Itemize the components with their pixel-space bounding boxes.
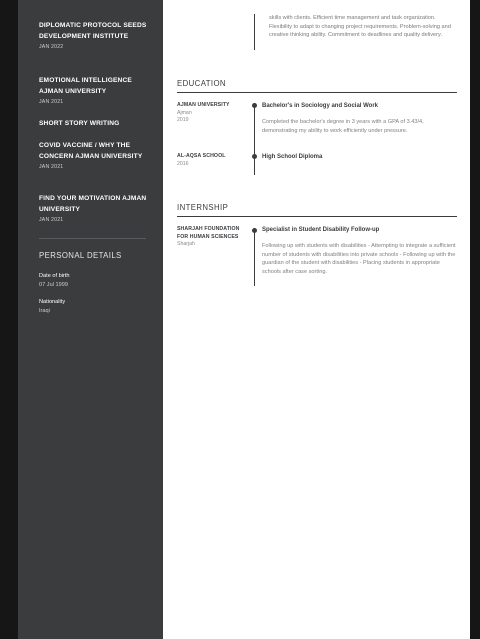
certification-item [39,193,155,223]
certification-title: FIND YOUR MOTIVATION AJMAN UNIVERSITY [39,195,147,213]
certification-date: JAN 2021 [39,217,64,223]
internship-rule [177,216,457,217]
role-description: Following up with students with disabilities - Attempting to integrate a sufficient number of students with disabilities into private schools - Following up with the guardian of the student with disabilities - Placing students in appropriate schools after case sorting. [262,243,456,275]
education-institution [177,153,249,168]
personal-detail-nationality [39,298,65,315]
resume-page [18,0,470,639]
personal-details-heading: PERSONAL DETAILS [39,251,122,260]
certification-title: DIPLOMATIC PROTOCOL SEEDS DEVELOPMENT INSTITUTE [39,22,147,40]
role-title: Specialist in Student Disability Follow-up [262,227,380,233]
certification-title: SHORT STORY WRITING [39,120,120,127]
education-degree [262,153,458,161]
institution-name: AL-AQSA SCHOOL [177,153,226,159]
certification-item [39,140,155,170]
certification-item [39,75,155,105]
internship-organization [177,226,249,249]
sidebar [18,0,163,639]
education-degree [262,102,458,135]
education-rule [177,92,457,93]
certification-title: EMOTIONAL INTELLIGENCE AJMAN UNIVERSITY [39,77,132,95]
timeline-line [254,14,255,50]
timeline-dot [252,103,257,108]
internship-heading: INTERNSHIP [177,203,229,212]
certification-item [39,20,155,50]
institution-name: AJMAN UNIVERSITY [177,102,230,108]
timeline-line [254,228,255,286]
timeline-line [254,103,255,175]
institution-year: 2019 [177,117,189,123]
detail-label: Date of birth [39,273,70,279]
organization-name: SHARJAH FOUNDATION FOR HUMAN SCIENCES [177,226,240,240]
sidebar-divider [39,238,146,239]
detail-value: Iraqi [39,308,50,314]
degree-title: High School Diploma [262,154,323,160]
degree-description: Completed the bachelor's degree in 3 years with a GPA of 3.43/4, demonstrating my ability to work efficiently under pressure. [262,119,424,134]
internship-role [262,226,458,276]
timeline-dot [252,154,257,159]
certification-title: COVID VACCINE / WHY THE CONCERN AJMAN UNIVERSITY [39,142,143,160]
certification-date: JAN 2021 [39,99,64,105]
personal-detail-dob [39,272,69,289]
degree-title: Bachelor's in Sociology and Social Work [262,103,379,109]
certification-date: JAN 2022 [39,44,64,50]
experience-description-fragment: skills with clients. Efficient time management and task organization. Flexibility to adapt to changing project requirements. Problem-solving and creative thinking ability. Commitment to deadlines and quality delivery. [269,15,451,38]
education-institution [177,102,249,125]
detail-label: Nationality [39,299,66,305]
institution-year: 2016 [177,160,189,167]
certification-item [39,118,155,129]
education-heading: EDUCATION [177,79,226,88]
institution-location: Ajman [177,109,192,116]
detail-value: 07 Jul 1999 [39,282,68,288]
organization-location: Sharjah [177,241,195,247]
certification-date: JAN 2021 [39,164,64,170]
timeline-dot [252,228,257,233]
